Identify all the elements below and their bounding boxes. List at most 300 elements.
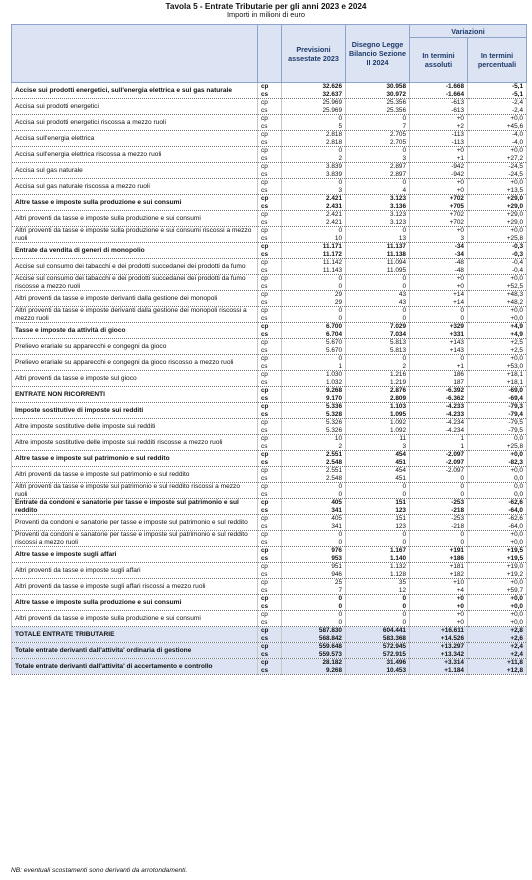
- previsioni-value: 11.172: [282, 251, 346, 259]
- row-type-cp: cp: [258, 163, 282, 171]
- row-type-cs: cs: [258, 427, 282, 435]
- variazione-assoluta: -6.392: [410, 387, 468, 395]
- previsioni-value: 341: [282, 523, 346, 531]
- row-type-cs: cs: [258, 491, 282, 499]
- previsioni-value: 3: [282, 187, 346, 195]
- variazione-assoluta: +1.184: [410, 667, 468, 675]
- table-row: [12, 339, 527, 347]
- ddl-value: 0: [346, 147, 410, 155]
- ddl-value: 12: [346, 587, 410, 595]
- variazione-assoluta: +0: [410, 187, 468, 195]
- row-description: Totale entrate derivanti dall'attivita' di accertamento e controllo: [12, 659, 258, 675]
- variazione-percentuale: -79,4: [468, 411, 527, 419]
- previsioni-value: 9.268: [282, 387, 346, 395]
- ddl-value: 2.897: [346, 163, 410, 171]
- variazione-assoluta: -4.234: [410, 419, 468, 427]
- ddl-value: 0: [346, 531, 410, 539]
- table-row: [12, 131, 527, 139]
- row-type-cp: cp: [258, 627, 282, 635]
- table-row: [12, 147, 527, 155]
- row-type-cp: cp: [258, 467, 282, 475]
- variazione-percentuale: -62,6: [468, 515, 527, 523]
- table-row: [12, 579, 527, 587]
- previsioni-value: 6.700: [282, 323, 346, 331]
- variazione-percentuale: +12,8: [468, 667, 527, 675]
- variazione-assoluta: +2: [410, 123, 468, 131]
- variazione-percentuale: +59,7: [468, 587, 527, 595]
- table-row: [12, 563, 527, 571]
- previsioni-value: 25.969: [282, 99, 346, 107]
- variazione-assoluta: 0: [410, 355, 468, 363]
- ddl-value: 1.132: [346, 563, 410, 571]
- row-description: Accise sui prodotti energetici, sull'energia elettrica e sul gas naturale: [12, 83, 258, 99]
- row-description: Altre tasse e imposte sulla produzione e sui consumi: [12, 595, 258, 611]
- variazione-percentuale: +53,0: [468, 363, 527, 371]
- row-type-cp: cp: [258, 243, 282, 251]
- variazione-assoluta: -4.233: [410, 403, 468, 411]
- previsioni-value: 405: [282, 499, 346, 507]
- row-description: Altri proventi da tasse e imposte derivanti dalla gestione dei monopoli riscossi a mezzo ruoli: [12, 307, 258, 323]
- table-title: Tavola 5 - Entrate Tributarie per gli anni 2023 e 2024: [165, 2, 367, 11]
- ddl-value: 0: [346, 595, 410, 603]
- variazione-assoluta: -4.234: [410, 427, 468, 435]
- previsioni-value: 946: [282, 571, 346, 579]
- variazione-percentuale: +18,1: [468, 371, 527, 379]
- row-description: Accisa sull'energia elettrica: [12, 131, 258, 147]
- variazione-assoluta: 0: [410, 483, 468, 491]
- ddl-value: 1.103: [346, 403, 410, 411]
- ddl-value: 1.167: [346, 547, 410, 555]
- variazione-assoluta: 0: [410, 531, 468, 539]
- variazione-percentuale: +29,0: [468, 211, 527, 219]
- row-type-cp: cp: [258, 403, 282, 411]
- variazione-percentuale: +2,8: [468, 627, 527, 635]
- previsioni-value: 5: [282, 123, 346, 131]
- ddl-value: 0: [346, 115, 410, 123]
- ddl-value: 13: [346, 235, 410, 243]
- row-type-cs: cs: [258, 171, 282, 179]
- variazione-assoluta: -2.097: [410, 451, 468, 459]
- row-type-cp: cp: [258, 579, 282, 587]
- table-row: [12, 515, 527, 523]
- variazione-assoluta: 1: [410, 443, 468, 451]
- variazione-assoluta: +181: [410, 563, 468, 571]
- row-type-cs: cs: [258, 635, 282, 643]
- variazione-assoluta: +705: [410, 203, 468, 211]
- variazione-assoluta: +0: [410, 603, 468, 611]
- variazione-assoluta: -2.097: [410, 467, 468, 475]
- variazione-percentuale: +29,0: [468, 203, 527, 211]
- header-ddl: Disegno Legge Bilancio Sezione II 2024: [346, 25, 410, 83]
- row-type-cp: cp: [258, 499, 282, 507]
- previsioni-value: 28.182: [282, 659, 346, 667]
- header-assoluti: In termini assoluti: [410, 38, 468, 83]
- previsioni-value: 2.548: [282, 475, 346, 483]
- row-description: Entrate da condoni e sanatorie per tasse e imposte sul patrimonio e sul reddito: [12, 499, 258, 515]
- table-row: [12, 243, 527, 251]
- previsioni-value: 7: [282, 587, 346, 595]
- row-type-cs: cs: [258, 603, 282, 611]
- previsioni-value: 5.326: [282, 419, 346, 427]
- variazione-percentuale: -0,3: [468, 251, 527, 259]
- variazione-percentuale: +2,5: [468, 339, 527, 347]
- previsioni-value: 5.670: [282, 347, 346, 355]
- previsioni-value: 559.648: [282, 643, 346, 651]
- row-description: Altri proventi da tasse e imposte sugli affari riscossi a mezzo ruoli: [12, 579, 258, 595]
- variazione-percentuale: +0,0: [468, 595, 527, 603]
- row-description: Proventi da condoni e sanatorie per tasse e imposte sul patrimonio e sul reddito riscossi a mezzo ruoli: [12, 531, 258, 547]
- previsioni-value: 953: [282, 555, 346, 563]
- variazione-percentuale: +25,8: [468, 235, 527, 243]
- ddl-value: 43: [346, 291, 410, 299]
- variazione-assoluta: 187: [410, 379, 468, 387]
- variazione-assoluta: +0: [410, 179, 468, 187]
- row-type-cp: cp: [258, 371, 282, 379]
- variazione-assoluta: +143: [410, 339, 468, 347]
- ddl-value: 35: [346, 579, 410, 587]
- ddl-value: 572.915: [346, 651, 410, 659]
- variazione-assoluta: +1: [410, 363, 468, 371]
- ddl-value: 0: [346, 179, 410, 187]
- variazione-percentuale: 0,0: [468, 475, 527, 483]
- variazione-assoluta: -34: [410, 251, 468, 259]
- row-description: ENTRATE NON RICORRENTI: [12, 387, 258, 403]
- previsioni-value: 10: [282, 435, 346, 443]
- variazione-assoluta: -942: [410, 171, 468, 179]
- variazione-percentuale: +0,0: [468, 539, 527, 547]
- row-type-cs: cs: [258, 363, 282, 371]
- previsioni-value: 2.551: [282, 467, 346, 475]
- ddl-value: 0: [346, 307, 410, 315]
- row-description: Accisa sul gas naturale: [12, 163, 258, 179]
- variazione-percentuale: -82,3: [468, 459, 527, 467]
- variazione-percentuale: +0,0: [468, 227, 527, 235]
- variazione-assoluta: +14: [410, 291, 468, 299]
- ddl-value: 11.137: [346, 243, 410, 251]
- previsioni-value: 568.842: [282, 635, 346, 643]
- variazione-assoluta: +702: [410, 211, 468, 219]
- previsioni-value: 976: [282, 547, 346, 555]
- previsioni-value: 2: [282, 155, 346, 163]
- variazione-percentuale: +0,0: [468, 451, 527, 459]
- row-type-cs: cs: [258, 619, 282, 627]
- row-type-cs: cs: [258, 411, 282, 419]
- previsioni-value: 9.170: [282, 395, 346, 403]
- ddl-value: 7: [346, 123, 410, 131]
- ddl-value: 2: [346, 363, 410, 371]
- row-type-cs: cs: [258, 107, 282, 115]
- previsioni-value: 0: [282, 283, 346, 291]
- table-row: [12, 163, 527, 171]
- row-type-cs: cs: [258, 459, 282, 467]
- variazione-percentuale: +0,0: [468, 611, 527, 619]
- table-row: [12, 547, 527, 555]
- variazione-assoluta: +0: [410, 595, 468, 603]
- row-type-cs: cs: [258, 523, 282, 531]
- ddl-value: 2.876: [346, 387, 410, 395]
- row-description: Altri proventi da tasse e imposte sulla produzione e sui consumi riscossi a mezzo ruoli: [12, 227, 258, 243]
- table-row: [12, 211, 527, 219]
- variazione-percentuale: +48,2: [468, 299, 527, 307]
- variazione-assoluta: -218: [410, 507, 468, 515]
- ddl-value: 0: [346, 611, 410, 619]
- variazione-assoluta: +329: [410, 323, 468, 331]
- ddl-value: 0: [346, 619, 410, 627]
- previsioni-value: 10: [282, 235, 346, 243]
- variazione-assoluta: +16.611: [410, 627, 468, 635]
- variazione-percentuale: -69,4: [468, 395, 527, 403]
- row-type-cs: cs: [258, 283, 282, 291]
- header-percentuali: In termini percentuali: [468, 38, 527, 83]
- variazione-assoluta: 0: [410, 315, 468, 323]
- variazione-percentuale: -24,5: [468, 163, 527, 171]
- footnote: NB: eventuali scostamenti sono derivanti da arrotondamenti.: [11, 867, 188, 874]
- row-description: Accisa sull'energia elettrica riscossa a mezzo ruoli: [12, 147, 258, 163]
- row-description: Altri proventi da tasse e imposte sul gioco: [12, 371, 258, 387]
- variazione-assoluta: -253: [410, 499, 468, 507]
- row-type-cp: cp: [258, 323, 282, 331]
- previsioni-value: 0: [282, 315, 346, 323]
- previsioni-value: 0: [282, 227, 346, 235]
- ddl-value: 0: [346, 283, 410, 291]
- previsioni-value: 1.030: [282, 371, 346, 379]
- variazione-assoluta: +10: [410, 579, 468, 587]
- row-description: Altre imposte sostitutive delle imposte sui redditi: [12, 419, 258, 435]
- previsioni-value: 5.670: [282, 339, 346, 347]
- row-description: Altre tasse e imposte sugli affari: [12, 547, 258, 563]
- ddl-value: 0: [346, 491, 410, 499]
- row-description: Prelievo erariale su apparecchi e congegni da gioco riscosso a mezzo ruoli: [12, 355, 258, 371]
- previsioni-value: 2.551: [282, 451, 346, 459]
- variazione-assoluta: +143: [410, 347, 468, 355]
- variazione-percentuale: +0,0: [468, 531, 527, 539]
- row-type-cs: cs: [258, 299, 282, 307]
- variazione-assoluta: -613: [410, 107, 468, 115]
- variazione-assoluta: 0: [410, 539, 468, 547]
- previsioni-value: 559.573: [282, 651, 346, 659]
- previsioni-value: 9.268: [282, 667, 346, 675]
- ddl-value: 1.219: [346, 379, 410, 387]
- row-description: Altre tasse e imposte sul patrimonio e sul reddito: [12, 451, 258, 467]
- variazione-percentuale: +29,0: [468, 219, 527, 227]
- previsioni-value: 2.421: [282, 211, 346, 219]
- row-type-cp: cp: [258, 211, 282, 219]
- variazione-assoluta: -2.097: [410, 459, 468, 467]
- variazione-percentuale: +0,0: [468, 147, 527, 155]
- row-type-cp: cp: [258, 435, 282, 443]
- variazione-percentuale: -5,1: [468, 91, 527, 99]
- previsioni-value: 0: [282, 179, 346, 187]
- variazione-assoluta: -253: [410, 515, 468, 523]
- row-type-cs: cs: [258, 395, 282, 403]
- previsioni-value: 2: [282, 443, 346, 451]
- variazione-percentuale: +11,8: [468, 659, 527, 667]
- entrate-table: [11, 24, 527, 675]
- variazione-assoluta: +14.526: [410, 635, 468, 643]
- row-description: Altri proventi da tasse e imposte sulla produzione e sui consumi: [12, 611, 258, 627]
- variazione-percentuale: -79,3: [468, 403, 527, 411]
- row-description: Altre imposte sostitutive delle imposte sui redditi riscosse a mezzo ruoli: [12, 435, 258, 451]
- row-type-cs: cs: [258, 187, 282, 195]
- row-description: TOTALE ENTRATE TRIBUTARIE: [12, 627, 258, 643]
- table-row: [12, 499, 527, 507]
- row-type-cs: cs: [258, 91, 282, 99]
- variazione-percentuale: +4,9: [468, 331, 527, 339]
- table-row: [12, 403, 527, 411]
- variazione-percentuale: +0,0: [468, 275, 527, 283]
- row-description: Altri proventi da tasse e imposte sul patrimonio e sul reddito riscossi a mezzo ruoli: [12, 483, 258, 499]
- ddl-value: 5.813: [346, 339, 410, 347]
- previsioni-value: 0: [282, 355, 346, 363]
- table-row: [12, 467, 527, 475]
- previsioni-value: 2.431: [282, 203, 346, 211]
- variazione-percentuale: +0,0: [468, 579, 527, 587]
- variazione-assoluta: +13.297: [410, 643, 468, 651]
- variazione-assoluta: +0: [410, 619, 468, 627]
- variazione-percentuale: +19,0: [468, 563, 527, 571]
- ddl-value: 3: [346, 155, 410, 163]
- ddl-value: 1.092: [346, 419, 410, 427]
- row-description: Accise sul consumo dei tabacchi e dei prodotti succedanei dei prodotti da fumo riscosse a mezzo ruoli: [12, 275, 258, 291]
- row-type-cp: cp: [258, 307, 282, 315]
- row-type-cp: cp: [258, 131, 282, 139]
- row-type-cs: cs: [258, 667, 282, 675]
- variazione-percentuale: +0,0: [468, 179, 527, 187]
- table-row: [12, 451, 527, 459]
- row-type-cp: cp: [258, 275, 282, 283]
- variazione-percentuale: +13,5: [468, 187, 527, 195]
- previsioni-value: 5.336: [282, 403, 346, 411]
- table-row: [12, 595, 527, 603]
- row-type-cs: cs: [258, 443, 282, 451]
- variazione-assoluta: +0: [410, 611, 468, 619]
- header-previsioni: Previsioni assestate 2023: [282, 25, 346, 83]
- variazione-percentuale: -24,5: [468, 171, 527, 179]
- ddl-value: 2.897: [346, 171, 410, 179]
- previsioni-value: 0: [282, 619, 346, 627]
- row-type-cs: cs: [258, 251, 282, 259]
- ddl-value: 0: [346, 275, 410, 283]
- previsioni-value: 29: [282, 291, 346, 299]
- previsioni-value: 29: [282, 299, 346, 307]
- row-type-cp: cp: [258, 339, 282, 347]
- ddl-value: 11: [346, 435, 410, 443]
- variazione-assoluta: +702: [410, 219, 468, 227]
- row-description: Prelievo erariale su apparecchi e congegni da gioco: [12, 339, 258, 355]
- previsioni-value: 951: [282, 563, 346, 571]
- row-description: Altri proventi da tasse e imposte sul patrimonio e sul reddito: [12, 467, 258, 483]
- previsioni-value: 0: [282, 147, 346, 155]
- row-type-cp: cp: [258, 227, 282, 235]
- variazione-assoluta: +0: [410, 227, 468, 235]
- row-type-cs: cs: [258, 651, 282, 659]
- row-type-cp: cp: [258, 659, 282, 667]
- variazione-percentuale: -0,4: [468, 259, 527, 267]
- row-description: Imposte sostitutive di imposte sui redditi: [12, 403, 258, 419]
- header-blank: [12, 25, 258, 83]
- ddl-value: 454: [346, 467, 410, 475]
- ddl-value: 583.368: [346, 635, 410, 643]
- variazione-percentuale: -69,0: [468, 387, 527, 395]
- ddl-value: 3.123: [346, 211, 410, 219]
- ddl-value: 25.356: [346, 99, 410, 107]
- ddl-value: 3.123: [346, 195, 410, 203]
- variazione-assoluta: 186: [410, 371, 468, 379]
- table-row: [12, 99, 527, 107]
- variazione-percentuale: -4,0: [468, 139, 527, 147]
- row-type-cs: cs: [258, 203, 282, 211]
- variazione-percentuale: +25,8: [468, 443, 527, 451]
- variazione-assoluta: +182: [410, 571, 468, 579]
- row-type-cp: cp: [258, 355, 282, 363]
- ddl-value: 0: [346, 603, 410, 611]
- table-row: [12, 355, 527, 363]
- variazione-assoluta: +0: [410, 147, 468, 155]
- variazione-percentuale: -64,0: [468, 507, 527, 515]
- row-type-cp: cp: [258, 547, 282, 555]
- row-type-cs: cs: [258, 315, 282, 323]
- row-type-cs: cs: [258, 571, 282, 579]
- table-row: [12, 483, 527, 491]
- table-row: [12, 307, 527, 315]
- ddl-value: 30.972: [346, 91, 410, 99]
- variazione-percentuale: -5,1: [468, 83, 527, 91]
- ddl-value: 4: [346, 187, 410, 195]
- header-type-blank: [258, 25, 282, 83]
- ddl-value: 11.138: [346, 251, 410, 259]
- variazione-percentuale: +45,6: [468, 123, 527, 131]
- row-description: Accisa sui prodotti energetici riscossa a mezzo ruoli: [12, 115, 258, 131]
- table-row: [12, 115, 527, 123]
- table-row: [12, 659, 527, 667]
- variazione-percentuale: +2,5: [468, 347, 527, 355]
- variazione-percentuale: +27,2: [468, 155, 527, 163]
- ddl-value: 1.128: [346, 571, 410, 579]
- ddl-value: 2.705: [346, 131, 410, 139]
- previsioni-value: 2.548: [282, 459, 346, 467]
- row-type-cs: cs: [258, 587, 282, 595]
- previsioni-value: 0: [282, 611, 346, 619]
- previsioni-value: 0: [282, 491, 346, 499]
- variazione-percentuale: +0,0: [468, 619, 527, 627]
- variazione-percentuale: -0,3: [468, 243, 527, 251]
- variazione-percentuale: -4,0: [468, 131, 527, 139]
- variazione-percentuale: +2,4: [468, 643, 527, 651]
- variazione-percentuale: -2,4: [468, 99, 527, 107]
- previsioni-value: 2.421: [282, 195, 346, 203]
- ddl-value: 11.094: [346, 259, 410, 267]
- table-row: [12, 627, 527, 635]
- ddl-value: 30.958: [346, 83, 410, 91]
- variazione-assoluta: -48: [410, 267, 468, 275]
- row-type-cs: cs: [258, 347, 282, 355]
- row-type-cs: cs: [258, 379, 282, 387]
- variazione-percentuale: -79,5: [468, 427, 527, 435]
- variazione-percentuale: +0,0: [468, 603, 527, 611]
- ddl-value: 451: [346, 459, 410, 467]
- ddl-value: 2.809: [346, 395, 410, 403]
- row-description: Accise sul consumo dei tabacchi e dei prodotti succedanei dei prodotti da fumo: [12, 259, 258, 275]
- ddl-value: 0: [346, 539, 410, 547]
- ddl-value: 1.095: [346, 411, 410, 419]
- row-type-cp: cp: [258, 387, 282, 395]
- row-description: Altri proventi da tasse e imposte sulla produzione e sui consumi: [12, 211, 258, 227]
- ddl-value: 123: [346, 507, 410, 515]
- table-row: [12, 195, 527, 203]
- ddl-value: 7.029: [346, 323, 410, 331]
- previsioni-value: 32.637: [282, 91, 346, 99]
- ddl-value: 0: [346, 355, 410, 363]
